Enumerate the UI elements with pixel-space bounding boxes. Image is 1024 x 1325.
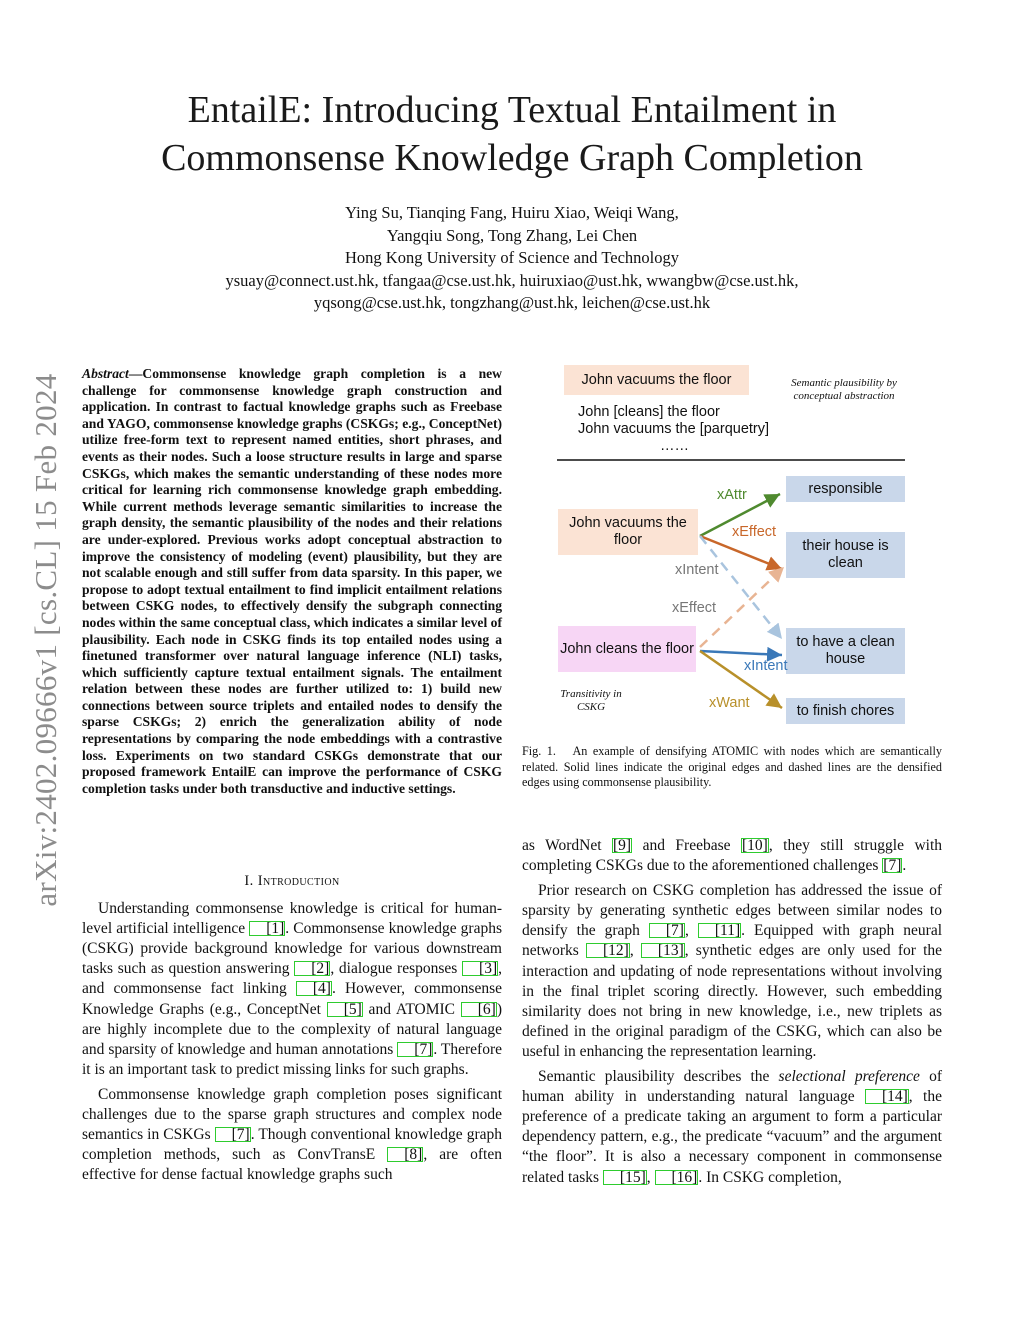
label-xeffect-densified: xEffect — [672, 600, 717, 616]
intro-paragraph-1 — [82, 899, 502, 1080]
text-run: of human ability in understanding natural language — [522, 1068, 942, 1106]
node-head-cleans: John cleans the floor — [558, 626, 696, 672]
text-run: , they still struggle with completing CSKGs due to the aforementioned challenges — [522, 837, 943, 875]
abstract — [82, 366, 502, 797]
citation-link[interactable]: [9] — [613, 837, 632, 854]
citation-link[interactable]: [15] — [603, 1170, 647, 1185]
text-run: . — [902, 857, 907, 875]
text-run: , the preference of a predicate taking an argument to form a particular dependency pattern, e.g., the predicate “vacuum” and the argument “the floor”. It is also a necessary component in commonsense related tasks — [522, 1088, 942, 1186]
authors-line-1: Ying Su, Tianqing Fang, Huiru Xiao, Weiqi Wang, — [345, 203, 679, 222]
text-run: , — [646, 1168, 655, 1186]
label-xeffect: xEffect — [732, 524, 777, 540]
text-run: and Freebase — [632, 837, 741, 854]
citation-link[interactable]: [13] — [641, 943, 685, 958]
edge-xintent — [700, 651, 782, 655]
citation-link[interactable]: [7] — [883, 857, 902, 875]
variant-2: John vacuums the [parquetry] — [578, 421, 770, 437]
abstract-text: Commonsense knowledge graph completion is a new challenge for commonsense knowledge graph construction and application. In contrast to factual knowledge graphs such as Freebase and YAGO, commonsense knowledge graphs (CSKGs; e.g., ConceptNet) utilize free-form text to represent named entities, short phrases, and events as their nodes. Such a loose structure results in large and sparse CSKGs, which makes the semantic understanding of these nodes more critical for learning rich commonsense knowledge graph embedding. While current methods leverage semantic similarities to increase the graph density, the semantic plausibility of the nodes and their relations are under-explored. Previous works adopt conceptual abstraction to improve the consistency of modeling (event) plausibility, but they are not scalable enough and still suffer from data sparsity. In this paper, we propose to adopt textual entailment to find implicit entailment relations between CSKG nodes, to effectively densify the subgraph connecting nodes within the same conceptual class, which indicates a similar level of plausibility. Each node in CSKG finds its top entailed nodes using a finetuned transformer over natural language inference (NLI) tasks, which sufficiently capture textual entailment signals. The entailment relation between these nodes are further utilized to: 1) build new connections between source triplets and entailed nodes to densify the sparse CSKGs; 2) enrich the generalization ability of node representations by comparing the node embeddings with a contrastive loss. Experiments on two standard CSKGs demonstrate that our proposed framework EntailE can improve the performance of CSKG completion tasks under both transductive and inductive settings. — [82, 366, 502, 796]
citation-link[interactable]: [7] — [649, 923, 685, 938]
text-run: , and commonsense fact linking — [82, 960, 502, 998]
node-head-vacuums: John vacuums the floor — [558, 509, 698, 555]
node-tail-finish-chores: to finish chores — [786, 698, 905, 724]
citation-link[interactable]: [11] — [698, 923, 741, 938]
intro-paragraph-2 — [82, 1085, 502, 1185]
right-column-text — [522, 836, 942, 1193]
text-run: Prior research on CSKG completion has addressed the issue of sparsity by generating synthetic edges between similar nodes to densify the graph — [522, 882, 942, 940]
authors-line-2: Yangqiu Song, Tong Zhang, Lei Chen — [386, 225, 638, 245]
text-run: . Therefore it is an important task to predict missing links for such graphs. — [82, 1040, 503, 1078]
text-run: . Though conventional knowledge graph completion methods, such as ConvTransE — [82, 1126, 502, 1164]
emphasis: selectional preference — [778, 1068, 920, 1086]
semantic-plausibility-note: Semantic plausibility by conceptual abstraction — [791, 377, 897, 402]
text-run: . In CSKG completion, — [698, 1168, 842, 1186]
figure-1 — [522, 364, 942, 734]
node-top-example: John vacuums the floor — [564, 365, 749, 395]
transitivity-note: Transitivity in CSKG — [560, 688, 622, 713]
citation-link[interactable]: [12] — [586, 943, 630, 958]
text-run: and ATOMIC — [362, 1000, 461, 1018]
citation-link[interactable]: [8] — [387, 1147, 423, 1162]
label-xintent-densified: xIntent — [675, 562, 719, 578]
text-run: , synthetic edges are only used for the interaction and updating of node representations without involving in the final triplet scoring directly. However, such embedding similarity does not bring in new knowledge, i.e., new triplets as defined in the original paradigm of the CSKG, which can also be useful in enhancing the representation learning. — [522, 942, 943, 1060]
citation-link[interactable]: [2] — [294, 961, 330, 976]
citation-link[interactable]: [16] — [655, 1170, 699, 1185]
citation-link[interactable]: [6] — [461, 1002, 497, 1017]
section-number: I. — [244, 873, 254, 889]
emails-line-2: yqsong@cse.ust.hk, tongzhang@ust.hk, leichen@cse.ust.hk — [313, 293, 711, 312]
citation-link[interactable]: [7] — [215, 1127, 251, 1142]
citation-link[interactable]: [14] — [865, 1089, 909, 1104]
author-block — [0, 202, 1024, 315]
text-run: as WordNet — [522, 837, 613, 854]
text-run: Commonsense knowledge graph completion poses significant challenges due to the sparse graph structures and complex node semantics in CSKGs — [82, 1085, 502, 1144]
text-run: , are often effective for dense factual knowledge graphs such — [82, 1146, 502, 1184]
caption-text: An example of densifying ATOMIC with nodes which are semantically related. Solid lines indicate the original edges and dashed lines are the densified edges using commonsense plausibility. — [522, 744, 942, 789]
abstract-dash: — — [128, 366, 143, 381]
node-tail-clean-house: to have a clean house — [786, 628, 905, 674]
text-run: , — [684, 922, 698, 940]
citation-link[interactable]: [10] — [741, 837, 768, 854]
citation-link[interactable]: [3] — [462, 961, 498, 976]
node-tail-responsible: responsible — [786, 476, 905, 502]
paper-title — [0, 86, 1024, 182]
label-xattr: xAttr — [717, 487, 747, 503]
variant-1: John [cleans] the floor — [578, 404, 720, 420]
caption-label: Fig. 1. — [522, 744, 556, 758]
text-run: Semantic plausibility describes the — [538, 1068, 779, 1086]
emails-line-1: ysuay@connect.ust.hk, tfangaa@cse.ust.hk, huiruxiao@ust.hk, wwangbw@cse.ust.hk, — [225, 270, 799, 290]
right-paragraph-0 — [522, 836, 942, 876]
text-run: , — [629, 942, 641, 960]
title-line-1: EntailE: Introducing Textual Entailment in — [187, 89, 837, 131]
title-line-2: Commonsense Knowledge Graph Completion — [161, 137, 863, 179]
right-paragraph-2 — [522, 1067, 942, 1188]
figure-caption — [522, 744, 942, 791]
right-paragraph-1 — [522, 881, 942, 1062]
citation-link[interactable]: [7] — [397, 1042, 433, 1057]
text-run: . Equipped with graph neural networks — [522, 922, 943, 960]
section-heading — [82, 871, 502, 891]
variant-ellipsis: …… — [660, 438, 689, 454]
label-xwant: xWant — [709, 695, 750, 711]
affiliation: Hong Kong University of Science and Technology — [345, 248, 679, 267]
abstract-label: Abstract — [82, 366, 129, 381]
citation-link[interactable]: [5] — [327, 1002, 363, 1017]
node-tail-house-clean: their house is clean — [786, 532, 905, 578]
text-run: , dialogue responses — [330, 960, 463, 978]
text-run: . Commonsense knowledge graphs (CSKG) provide background knowledge for various downstream tasks such as question answering — [82, 920, 503, 978]
arxiv-stamp: arXiv:2402.09666v1 [cs.CL] 15 Feb 2024 — [28, 373, 63, 907]
text-run: Understanding commonsense knowledge is critical for human-level artificial intelligence — [82, 900, 502, 938]
citation-link[interactable]: [4] — [296, 981, 332, 996]
text-run: ) are highly incomplete due to the complexity of natural language and sparsity of knowledge and human annotations — [82, 1000, 502, 1058]
label-xintent: xIntent — [744, 658, 788, 674]
introduction-section — [82, 871, 502, 1190]
citation-link[interactable]: [1] — [249, 921, 285, 936]
section-title: Introduction — [257, 873, 340, 889]
text-run: . However, commonsense Knowledge Graphs (e.g., ConceptNet — [82, 980, 502, 1018]
